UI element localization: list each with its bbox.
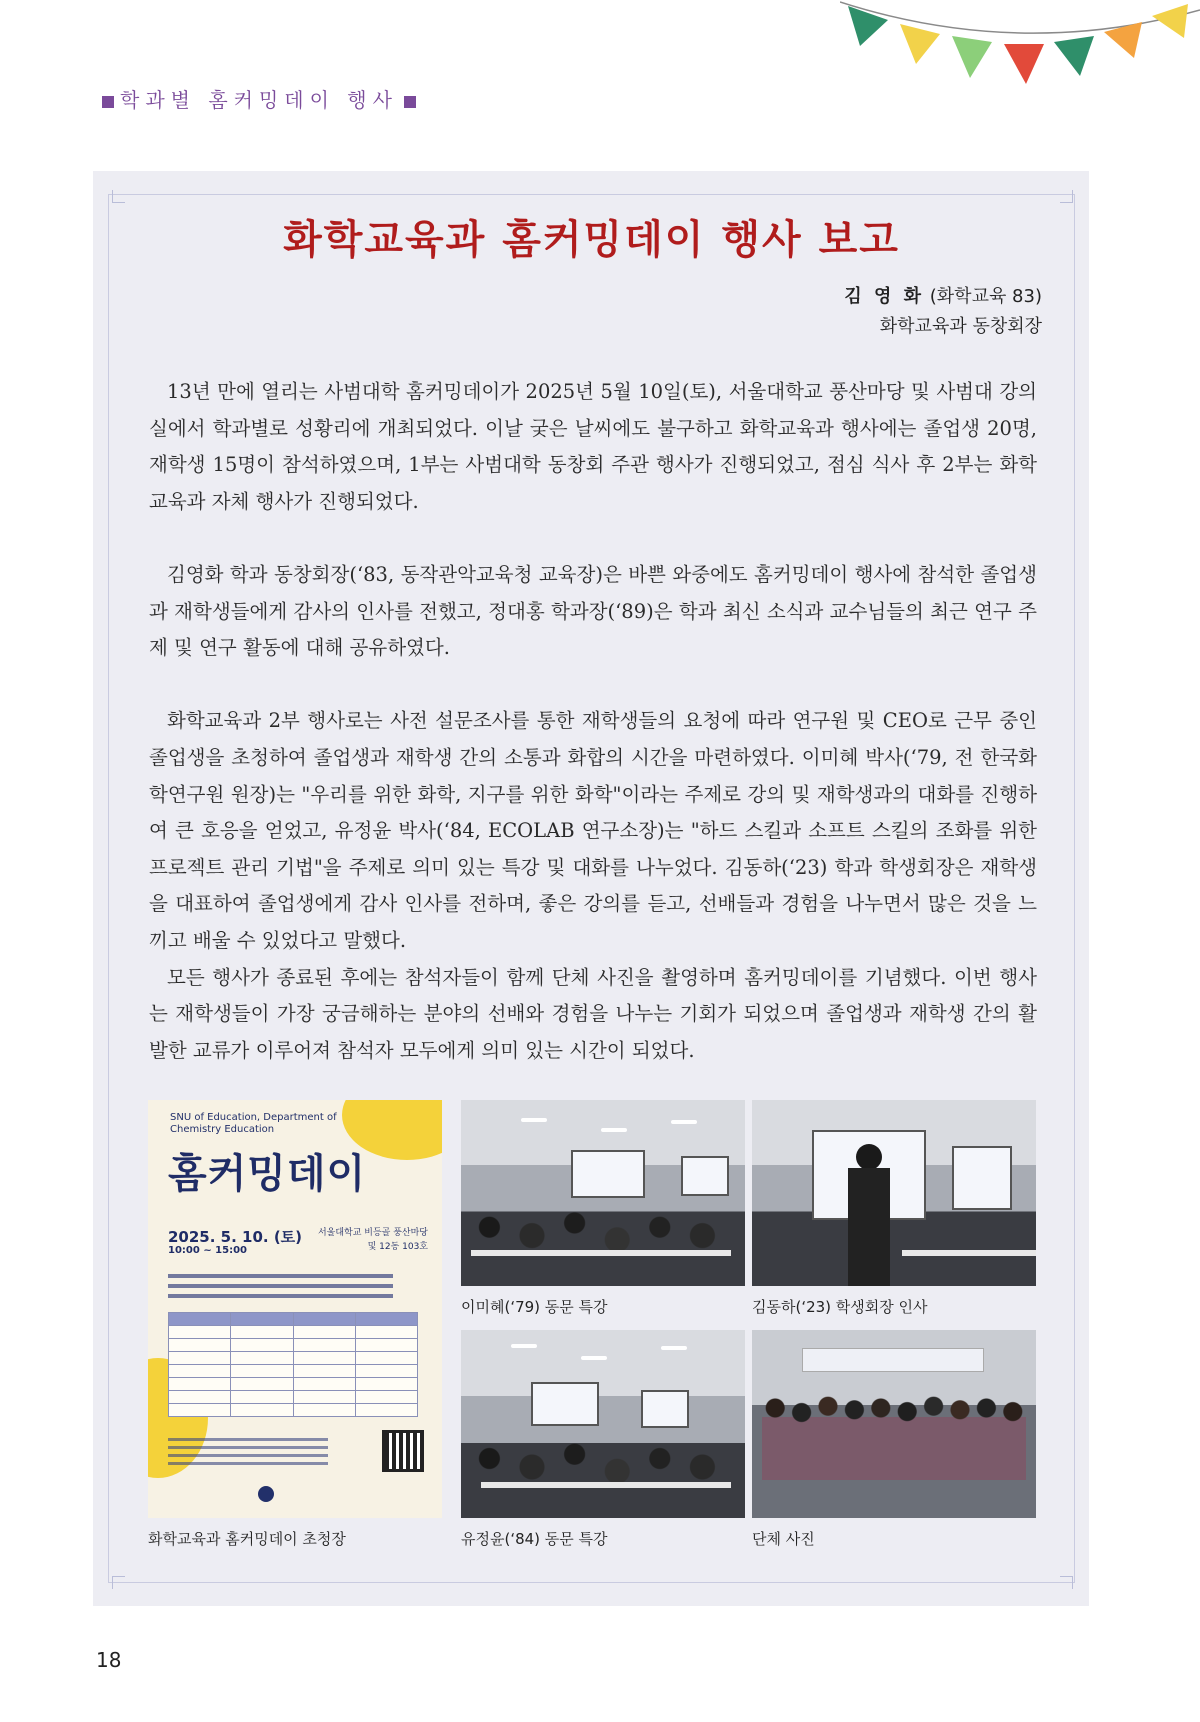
poster-footnotes (168, 1433, 328, 1470)
poster-subtitle: SNU of Education, Department of Chemistry Education (170, 1112, 337, 1135)
corner-ornament (1060, 190, 1073, 203)
paragraph: 13년 만에 열리는 사범대학 홈커밍데이가 2025년 5월 10일(토), 서울대학교 풍산마당 및 사범대 강의실에서 학과별로 성황리에 개최되었다. 이날 궂은 날씨에도 불구하고 화학교육과 행사에는 졸업생 20명, 재학생 15명이 참석하였으며, 1부는 사범대학 동창회 주관 행사가 진행되었고, 점심 식사 후 2부는 화학교육과 자체 행사가 진행되었다. (149, 380, 1037, 513)
author-role: 화학교육과 동창회장 (879, 316, 1042, 337)
photo-caption: 이미혜(‘79) 동문 특강 (461, 1298, 608, 1316)
author-name: 김 영 화 (844, 286, 925, 307)
author-affiliation: (화학교육 83) (929, 286, 1042, 307)
speech-photo (752, 1100, 1036, 1286)
article-title: 화학교육과 홈커밍데이 행사 보고 (283, 216, 900, 263)
corner-ornament (1060, 1576, 1073, 1589)
section-label: 학과별 홈커밍데이 행사 (96, 84, 422, 113)
bunting-decoration (840, 0, 1200, 100)
article-body (149, 374, 1037, 1069)
poster-schedule-table (168, 1312, 418, 1417)
group-photo (752, 1330, 1036, 1518)
corner-ornament (112, 190, 125, 203)
square-bullet-icon (404, 96, 416, 108)
qr-code-icon (382, 1430, 424, 1472)
paragraph: 김영화 학과 동창회장(‘83, 동작관악교육청 교육장)은 바쁜 와중에도 홈커밍데이 행사에 참석한 졸업생과 재학생들에게 감사의 인사를 전했고, 정대홍 학과장(‘89)은 학과 최신 소식과 교수님들의 최근 연구 주제 및 연구 활동에 대해 공유하였다. (149, 562, 1037, 660)
byline (844, 282, 1042, 342)
paragraph: 화학교육과 2부 행사로는 사전 설문조사를 통한 재학생들의 요청에 따라 연구원 및 CEO로 근무 중인 졸업생을 초청하여 졸업생과 재학생 간의 소통과 화합의 시간을 마련하였다. 이미혜 박사(‘79, 전 한국화학연구원 원장)는 "우리를 위한 화학, 지구를 위한 화학"이라는 주제로 강의 및 재학생과의 대화를 진행하여 큰 호응을 얻었고, 유정윤 박사(‘84, ECOLAB 연구소장)는 "하드 스킬과 소프트 스킬의 조화를 위한 프로젝트 관리 기법"을 주제로 의미 있는 특강 및 대화를 나누었다. 김동하(‘23) 학과 학생회장은 재학생을 대표하여 졸업생에게 감사 인사를 전하며, 좋은 강의를 듣고, 선배들과 경험을 나누면서 많은 것을 느끼고 배울 수 있었다고 말했다. (149, 709, 1037, 952)
poster-venue: 서울대학교 비등골 풍산마당 및 12동 103호 (317, 1228, 428, 1252)
lecture-photo (461, 1330, 745, 1518)
lecture-photo (461, 1100, 745, 1286)
corner-ornament (112, 1576, 125, 1589)
photo-caption: 단체 사진 (752, 1530, 815, 1548)
poster-date: 2025. 5. 10. (토) (168, 1228, 303, 1246)
photo-caption: 화학교육과 홈커밍데이 초청장 (148, 1530, 346, 1548)
university-logo-icon (258, 1486, 274, 1502)
invitation-poster (148, 1100, 442, 1518)
poster-details (168, 1268, 418, 1304)
photo-caption: 유정윤(‘84) 동문 특강 (461, 1530, 608, 1548)
poster-time: 10:00 ~ 15:00 (168, 1245, 248, 1256)
poster-title: 홈커밍데이 (168, 1151, 367, 1197)
photo-caption: 김동하(‘23) 학생회장 인사 (752, 1298, 928, 1316)
square-bullet-icon (102, 96, 114, 108)
page-number: 18 (96, 1648, 122, 1672)
paragraph: 모든 행사가 종료된 후에는 참석자들이 함께 단체 사진을 촬영하며 홈커밍데이를 기념했다. 이번 행사는 재학생들이 가장 궁금해하는 분야의 선배와 경험을 나누는 기회가 되었으며 졸업생과 재학생 간의 활발한 교류가 이루어져 참석자 모두에게 의미 있는 시간이 되었다. (149, 965, 1037, 1062)
